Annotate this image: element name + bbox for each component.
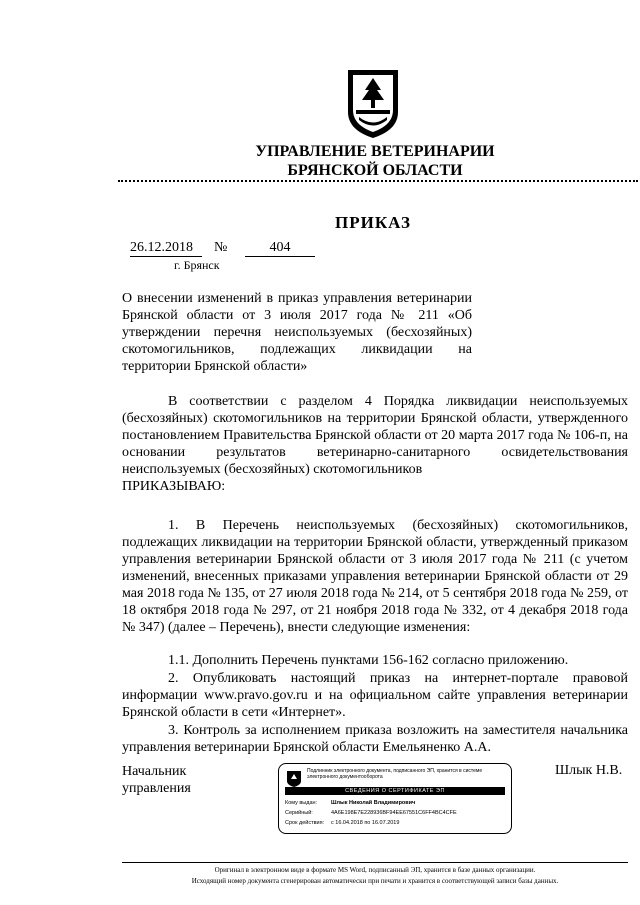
position-line1: Начальник [122, 764, 187, 779]
signatory-name: Шлык Н.В. [555, 763, 623, 778]
stamp-header: СВЕДЕНИЯ О СЕРТИФИКАТЕ ЭП [285, 787, 505, 795]
preamble-text: В соответствии с разделом 4 Порядка ликвидации неиспользуемых (бесхозяйных) скотомогильников на территории Брянской области, утвержденного постановлением Правительства Брянской области от 20 марта 2017 года № 106-п, на основании результатов ветеринарно-санитарного освидетельствования неиспользуемых (бесхозяйных) скотомогильников [122, 394, 628, 477]
document-date: 26.12.2018 [130, 240, 202, 257]
preamble-paragraph [122, 393, 628, 495]
stamp-row-owner [285, 800, 415, 807]
organization-name-line2: БРЯНСКОЙ ОБЛАСТИ [287, 162, 463, 179]
header-divider [118, 180, 638, 182]
organization-name-line1: УПРАВЛЕНИЕ ВЕТЕРИНАРИИ [255, 143, 495, 160]
order-word: ПРИКАЗЫВАЮ: [122, 479, 226, 494]
document-title: ПРИКАЗ [335, 213, 411, 232]
paragraph-2: 2. Опубликовать настоящий приказ на интернет-портале правовой информации www.pravo.gov.ru и на официальном сайте управления ветеринарии Брянской области в сети «Интернет». [122, 671, 628, 720]
position-line2: управления [122, 781, 191, 796]
document-number: 404 [245, 240, 315, 257]
stamp-serial-value: 4A6E198E7E228936BF94EE67551C6FF4BC4CFE [331, 810, 457, 816]
paragraph-1: 1. В Перечень неиспользуемых (бесхозяйных) скотомогильников, подлежащих ликвидации на территории Брянской области, утвержденный приказом управления ветеринарии Брянской области от 3 июля 2017 года № 211 (с учетом изменений, внесенных приказами управления ветеринарии Брянской области от 29 мая 2018 года № 135, от 27 июля 2018 года № 214, от 5 сентября 2018 года № 259, от 18 октября 2018 года № 297, от 21 ноября 2018 года № 332, от 4 декабря 2018 года № 347) (далее – Перечень), внести следующие изменения: [122, 518, 628, 635]
number-sign: № [214, 240, 228, 255]
stamp-serial-label: Серийный: [285, 810, 313, 816]
electronic-signature-stamp [278, 763, 512, 834]
stamp-validity-value: с 16.04.2018 по 16.07.2019 [331, 820, 400, 826]
stamp-row-serial [285, 810, 457, 817]
coat-of-arms-icon [345, 68, 401, 140]
stamp-row-validity [285, 820, 399, 827]
footer-note-1: Оригинал в электронном виде в формате MS Word, подписанный ЭП, хранится в базе данных организации. [214, 866, 536, 874]
stamp-validity-label: Срок действия: [285, 820, 325, 826]
signatory-position [122, 763, 191, 797]
document-city: г. Брянск [174, 258, 220, 272]
stamp-note: Подлинник электронного документа, подписанного ЭП, хранится в системе электронного документооборота [307, 768, 483, 780]
paragraph-1-1: 1.1. Дополнить Перечень пунктами 156-162 согласно приложению. [168, 653, 569, 668]
stamp-crest-icon [286, 770, 302, 788]
footer-note-2: Исходящий номер документа сгенерирован автоматически при печати и хранится в соответствующей записи базы данных. [191, 877, 559, 885]
stamp-owner-value: Шлык Николай Владимирович [331, 800, 416, 806]
document-subject: О внесении изменений в приказ управления ветеринарии Брянской области от 3 июля 2017 года № 211 «Об утверждении перечня неиспользуемых (бесхозяйных) скотомогильников, подлежащих ликвидации на территории Брянской области» [122, 291, 472, 374]
paragraph-3: 3. Контроль за исполнением приказа возложить на заместителя начальника управления ветеринарии Брянской области Емельяненко А.А. [122, 723, 628, 755]
stamp-owner-label: Кому выдан: [285, 800, 318, 806]
footer-divider [122, 862, 628, 863]
